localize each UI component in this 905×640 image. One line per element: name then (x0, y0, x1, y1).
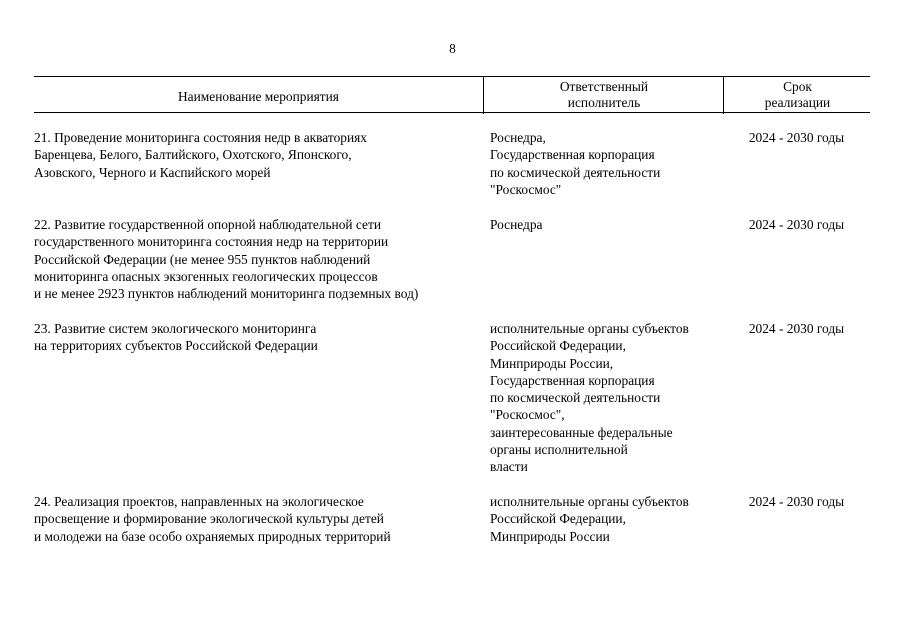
executor-line: по космической деятельности (490, 390, 661, 406)
term-value: 2024 - 2030 годы (748, 494, 845, 509)
event-name (34, 493, 484, 545)
event-name-line: Баренцева, Белого, Балтийского, Охотского, Японского, (34, 147, 352, 163)
event-term (734, 493, 859, 510)
header-executor (483, 77, 724, 114)
event-name (34, 129, 484, 181)
event-name-line: Азовского, Черного и Каспийского морей (34, 164, 271, 180)
executor-line: исполнительные органы субъектов (490, 494, 689, 509)
event-name-line: и молодежи на базе особо охраняемых природных территорий (34, 528, 391, 544)
event-name-line: государственного мониторинга состояния недр на территории (34, 234, 389, 250)
header-event-name (34, 77, 483, 112)
executor-line: заинтересованные федеральные (490, 424, 673, 440)
executor-line: "Роскосмос" (490, 181, 562, 197)
executor-line: Государственная корпорация (490, 147, 655, 163)
executor-line: власти (490, 459, 528, 475)
event-executor (490, 129, 730, 198)
event-name-line: 24. Реализация проектов, направленных на экологическое (34, 494, 364, 509)
table-header (34, 76, 870, 113)
event-term (734, 129, 859, 146)
event-name-line: 23. Развитие систем экологического мониторинга (34, 321, 317, 336)
page-number: 8 (449, 41, 456, 56)
event-executor (490, 216, 730, 233)
event-term (734, 320, 859, 337)
event-name-line: просвещение и формирование экологической культуры детей (34, 511, 384, 527)
header-event-name-label: Наименование мероприятия (178, 89, 339, 104)
executor-line: исполнительные органы субъектов (490, 321, 689, 336)
header-executor-line: Ответственный (559, 79, 649, 94)
event-executor (490, 320, 730, 476)
header-term (723, 77, 871, 114)
event-name-line: на территориях субъектов Российской Федерации (34, 338, 318, 354)
event-name-line: Российской Федерации (не менее 955 пунктов наблюдений (34, 251, 371, 267)
term-value: 2024 - 2030 годы (748, 130, 845, 145)
executor-line: по космической деятельности (490, 164, 661, 180)
executor-line: Государственная корпорация (490, 372, 655, 388)
event-name (34, 320, 484, 355)
event-name-line: мониторинга опасных экзогенных геологических процессов (34, 268, 378, 284)
executor-line: Минприроды России, (490, 355, 614, 371)
executor-line: органы исполнительной (490, 442, 628, 458)
executor-line: Роснедра (490, 217, 543, 232)
event-term (734, 216, 859, 233)
event-name (34, 216, 484, 302)
event-name-line: и не менее 2923 пунктов наблюдений мониторинга подземных вод) (34, 286, 419, 302)
event-name-line: 21. Проведение мониторинга состояния недр в акваториях (34, 130, 367, 145)
term-value: 2024 - 2030 годы (748, 321, 845, 336)
term-value: 2024 - 2030 годы (748, 217, 845, 232)
executor-line: "Роскосмос", (490, 407, 565, 423)
executor-line: Российской Федерации, (490, 511, 626, 527)
executor-line: Роснедра, (490, 130, 546, 145)
executor-line: Российской Федерации, (490, 338, 626, 354)
header-term-line: Срок (783, 79, 812, 94)
header-term-line: реализации (764, 95, 831, 110)
executor-line: Минприроды России (490, 528, 610, 544)
event-executor (490, 493, 730, 545)
header-executor-line: исполнитель (567, 95, 641, 110)
event-name-line: 22. Развитие государственной опорной наблюдательной сети (34, 217, 382, 232)
